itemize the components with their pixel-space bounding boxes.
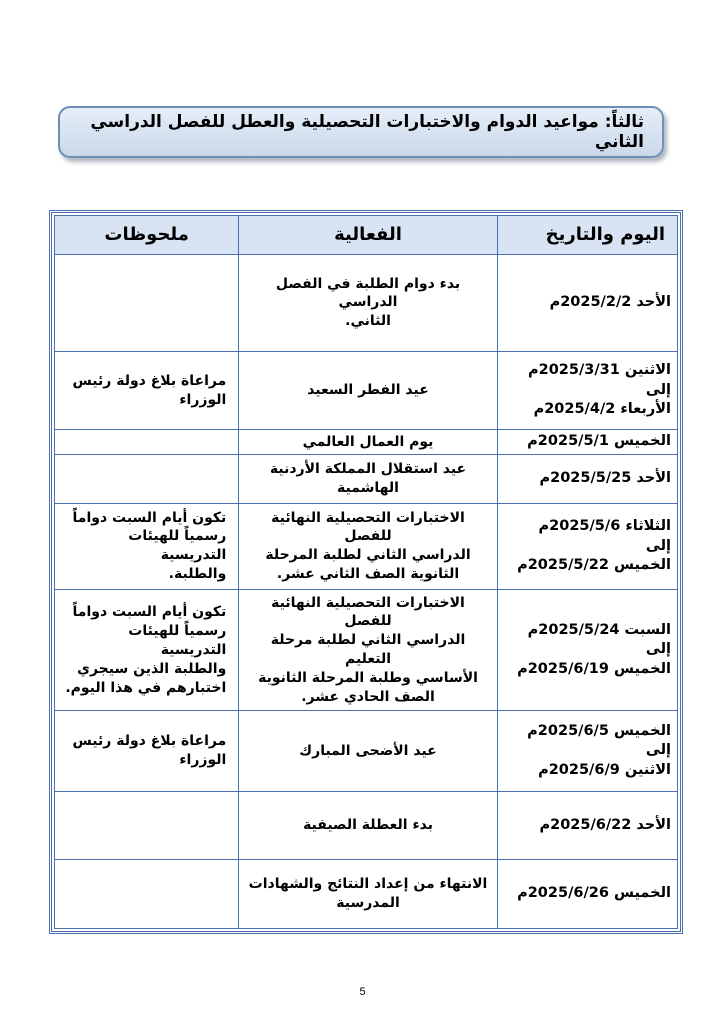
notes-cell: [55, 791, 239, 860]
schedule-table: [54, 215, 678, 929]
header-event: الفعالية: [239, 216, 497, 255]
day-cell-line: إلى: [645, 641, 671, 658]
day-cell-line: الأحد 2025/2/2م: [549, 294, 671, 311]
day-cell: [497, 430, 677, 455]
event-cell: [239, 503, 497, 590]
event-cell-line: الاختبارات التحصيلية النهائية للفصل: [271, 594, 465, 630]
event-cell-line: عيد الفطر السعيد: [307, 382, 429, 399]
event-cell: [239, 255, 497, 352]
table-row: [55, 351, 678, 430]
event-cell: [239, 711, 497, 792]
notes-cell-line: مراعاة بلاغ دولة رئيس: [72, 733, 227, 750]
notes-cell-line: والطلبة الذين سيجري: [77, 660, 227, 677]
notes-cell: [55, 590, 239, 711]
day-cell: [497, 255, 677, 352]
notes-cell-line: اختبارهم في هذا اليوم.: [65, 679, 227, 696]
day-cell-line: إلى: [645, 381, 671, 398]
day-cell: [497, 351, 677, 430]
day-cell-line: الخميس 2025/5/1م: [527, 433, 671, 450]
event-cell-line: عيد الأضحى المبارك: [299, 742, 437, 759]
page-number: 5: [359, 986, 366, 998]
notes-cell-line: تكون أيام السبت دواماً: [72, 509, 227, 526]
event-cell-line: الهاشمية: [337, 479, 399, 496]
day-cell: [497, 791, 677, 860]
event-cell-line: يوم العمال العالمي: [302, 433, 434, 450]
notes-cell: [55, 503, 239, 590]
section-title-box: [58, 106, 664, 158]
notes-cell-line: الوزراء: [179, 391, 227, 408]
event-cell-line: بدء العطلة الصيفية: [303, 817, 433, 834]
day-cell-line: الثلاثاء 2025/5/6م: [538, 518, 671, 535]
schedule-table-frame: [49, 210, 683, 934]
table-header-row: [55, 216, 678, 255]
header-day-date: اليوم والتاريخ: [497, 216, 677, 255]
day-cell-line: الاثنين 2025/3/31م: [527, 362, 671, 379]
notes-cell: [55, 455, 239, 503]
day-cell: [497, 860, 677, 929]
day-cell-line: الاثنين 2025/6/9م: [538, 761, 671, 778]
day-cell-line: الخميس 2025/6/5م إلى: [527, 722, 671, 759]
event-cell: [239, 351, 497, 430]
notes-cell-line: رسمياً للهيئات التدريسية: [128, 528, 227, 564]
notes-cell-line: تكون أيام السبت دواماً: [72, 603, 227, 620]
event-cell-line: الدراسي الثاني لطلبة مرحلة التعليم: [270, 632, 466, 668]
event-cell-line: بدء دوام الطلبة في الفصل الدراسي: [275, 275, 461, 311]
event-cell: [239, 430, 497, 455]
day-cell-line: الأربعاء 2025/4/2م: [533, 401, 671, 418]
notes-cell-line: الوزراء: [179, 751, 227, 768]
table-row: [55, 711, 678, 792]
table-row: [55, 455, 678, 503]
day-cell-line: السبت 2025/5/24م: [527, 621, 671, 638]
notes-cell-line: والطلبة.: [168, 566, 227, 583]
day-cell: [497, 503, 677, 590]
event-cell-line: الانتهاء من إعداد النتائج والشهادات: [248, 876, 488, 893]
event-cell-line: الثاني.: [345, 313, 391, 330]
section-title: ثالثاً: مواعيد الدوام والاختبارات التحصيلية والعطل للفصل الدراسي الثاني: [90, 112, 644, 152]
event-cell-line: الصف الحادي عشر.: [301, 688, 435, 705]
event-cell: [239, 791, 497, 860]
event-cell: [239, 860, 497, 929]
event-cell-line: الثانوية الصف الثاني عشر.: [276, 566, 460, 583]
day-cell-line: الخميس 2025/6/19م: [517, 660, 671, 677]
day-cell: [497, 590, 677, 711]
event-cell: [239, 590, 497, 711]
notes-cell: [55, 860, 239, 929]
notes-cell: [55, 711, 239, 792]
event-cell-line: عيد استقلال المملكة الأردنية: [269, 460, 467, 477]
table-row: [55, 255, 678, 352]
event-cell-line: المدرسية: [336, 895, 400, 912]
notes-cell-line: رسمياً للهيئات التدريسية: [128, 622, 227, 658]
day-cell: [497, 455, 677, 503]
notes-cell: [55, 430, 239, 455]
event-cell-line: الدراسي الثاني لطلبة المرحلة: [265, 547, 471, 564]
notes-cell: [55, 351, 239, 430]
table-row: [55, 503, 678, 590]
notes-cell: [55, 255, 239, 352]
table-row: [55, 590, 678, 711]
header-notes: ملحوظات: [55, 216, 239, 255]
table-row: [55, 860, 678, 929]
event-cell: [239, 455, 497, 503]
event-cell-line: الاختبارات التحصيلية النهائية للفصل: [271, 509, 465, 545]
table-row: [55, 791, 678, 860]
table-body: [55, 255, 678, 929]
day-cell-line: إلى: [645, 537, 671, 554]
notes-cell-line: مراعاة بلاغ دولة رئيس: [72, 372, 227, 389]
day-cell-line: الأحد 2025/6/22م: [539, 816, 671, 833]
day-cell: [497, 711, 677, 792]
day-cell-line: الخميس 2025/5/22م: [517, 557, 671, 574]
day-cell-line: الخميس 2025/6/26م: [517, 885, 671, 902]
table-row: [55, 430, 678, 455]
event-cell-line: الأساسي وطلبة المرحلة الثانوية: [258, 670, 478, 687]
day-cell-line: الأحد 2025/5/25م: [539, 470, 671, 487]
